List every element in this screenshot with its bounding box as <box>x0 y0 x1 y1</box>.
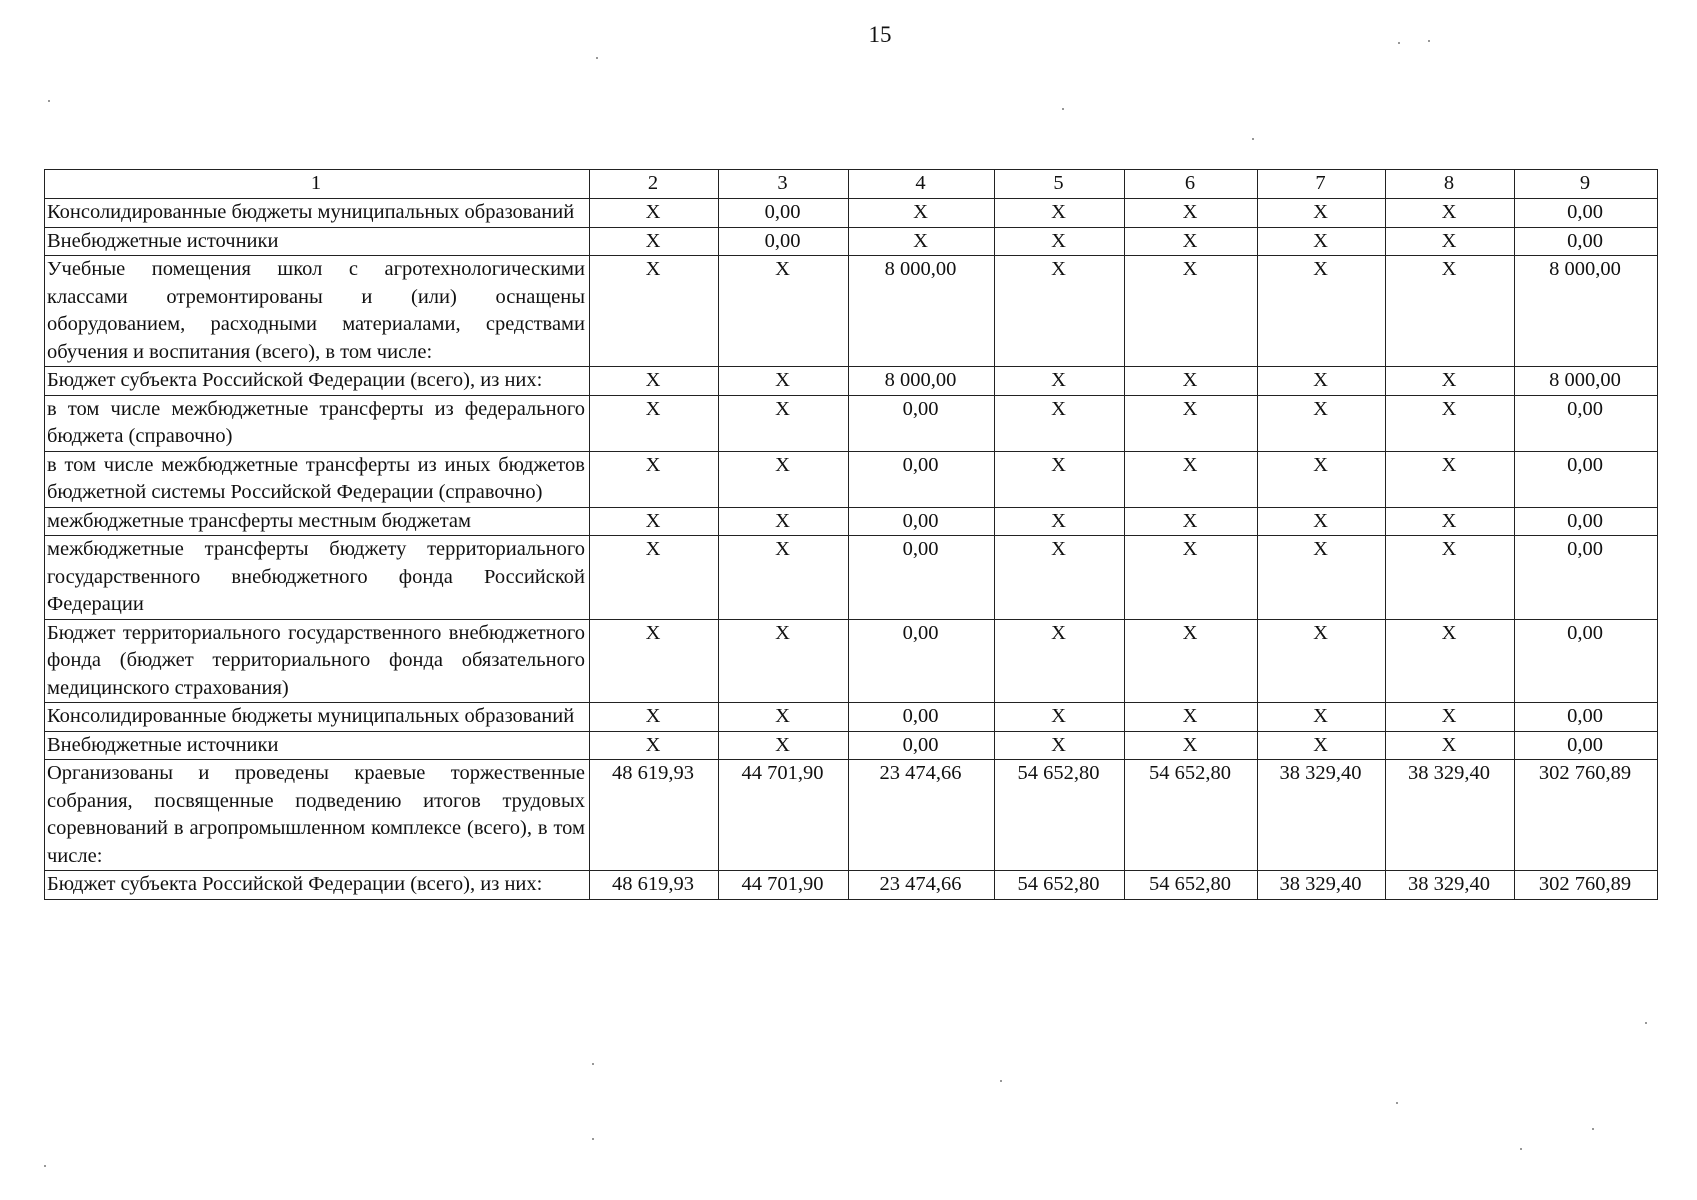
row-value: X <box>1258 199 1386 228</box>
row-value: X <box>1258 507 1386 536</box>
row-value: X <box>995 227 1125 256</box>
table-row <box>45 227 1658 256</box>
row-value: 0,00 <box>1515 703 1658 732</box>
row-value: X <box>1386 619 1515 703</box>
scan-speck <box>1428 40 1430 42</box>
table-row <box>45 507 1658 536</box>
row-label: Бюджет территориального государственного внебюджетного фонда (бюджет территориального фонда обязательного медицинского страхования) <box>45 619 590 703</box>
row-label: Внебюджетные источники <box>45 227 590 256</box>
row-label: в том числе межбюджетные трансферты из федерального бюджета (справочно) <box>45 395 590 451</box>
row-value: X <box>995 367 1125 396</box>
row-value: 302 760,89 <box>1515 871 1658 900</box>
table-row <box>45 256 1658 367</box>
row-value: X <box>1386 227 1515 256</box>
row-value: X <box>1125 703 1258 732</box>
row-value: 23 474,66 <box>849 871 995 900</box>
row-value: X <box>590 199 719 228</box>
row-value: 0,00 <box>849 703 995 732</box>
row-value: X <box>1125 199 1258 228</box>
row-value: X <box>719 507 849 536</box>
row-value: 54 652,80 <box>995 871 1125 900</box>
scan-speck <box>1520 1148 1522 1150</box>
row-value: X <box>719 703 849 732</box>
row-label: Организованы и проведены краевые торжественные собрания, посвященные подведению итогов трудовых соревнований в агропромышленном комплексе (всего), в том числе: <box>45 760 590 871</box>
row-value: X <box>995 703 1125 732</box>
row-value: X <box>1125 507 1258 536</box>
row-value: 0,00 <box>1515 227 1658 256</box>
column-number-header: 2 <box>590 170 719 199</box>
column-number-header: 8 <box>1386 170 1515 199</box>
row-value: X <box>849 199 995 228</box>
table-row <box>45 395 1658 451</box>
row-value: X <box>1125 731 1258 760</box>
scan-speck <box>1398 42 1400 44</box>
row-value: X <box>1386 199 1515 228</box>
row-value: 0,00 <box>849 395 995 451</box>
table-row <box>45 760 1658 871</box>
row-value: 0,00 <box>1515 199 1658 228</box>
row-value: X <box>1386 703 1515 732</box>
row-value: X <box>995 619 1125 703</box>
row-label: Учебные помещения школ с агротехнологическими классами отремонтированы и (или) оснащены оборудованием, расходными материалами, средствами обучения и воспитания (всего), в том числе: <box>45 256 590 367</box>
row-value: X <box>995 199 1125 228</box>
row-label: Бюджет субъекта Российской Федерации (всего), из них: <box>45 367 590 396</box>
row-value: X <box>1258 731 1386 760</box>
row-value: X <box>1125 536 1258 620</box>
row-value: 48 619,93 <box>590 871 719 900</box>
column-number-header: 5 <box>995 170 1125 199</box>
row-value: X <box>719 395 849 451</box>
row-value: X <box>1258 256 1386 367</box>
row-value: 0,00 <box>849 619 995 703</box>
scan-speck <box>592 1138 594 1140</box>
row-value: X <box>719 451 849 507</box>
row-value: X <box>1258 619 1386 703</box>
row-value: 54 652,80 <box>1125 871 1258 900</box>
column-number-header: 1 <box>45 170 590 199</box>
row-value: X <box>1258 395 1386 451</box>
row-value: 302 760,89 <box>1515 760 1658 871</box>
row-value: X <box>719 367 849 396</box>
row-value: 23 474,66 <box>849 760 995 871</box>
row-value: 8 000,00 <box>849 256 995 367</box>
row-value: X <box>1258 227 1386 256</box>
row-value: 0,00 <box>1515 395 1658 451</box>
row-value: X <box>590 256 719 367</box>
budget-table <box>44 169 1658 900</box>
scan-speck <box>1000 1080 1002 1082</box>
row-value: X <box>590 451 719 507</box>
table-row <box>45 619 1658 703</box>
row-value: X <box>590 619 719 703</box>
row-value: X <box>590 536 719 620</box>
row-value: 0,00 <box>849 507 995 536</box>
row-value: 0,00 <box>849 731 995 760</box>
row-value: X <box>1125 395 1258 451</box>
row-value: X <box>590 703 719 732</box>
row-value: X <box>719 256 849 367</box>
row-value: 0,00 <box>719 227 849 256</box>
row-value: X <box>1386 731 1515 760</box>
row-value: 38 329,40 <box>1258 760 1386 871</box>
table-header-row <box>45 170 1658 199</box>
column-number-header: 4 <box>849 170 995 199</box>
row-value: X <box>995 536 1125 620</box>
row-value: X <box>719 536 849 620</box>
row-value: X <box>995 507 1125 536</box>
row-value: 38 329,40 <box>1386 760 1515 871</box>
row-value: 48 619,93 <box>590 760 719 871</box>
scan-speck <box>1252 138 1254 140</box>
row-value: 0,00 <box>1515 731 1658 760</box>
scan-speck <box>1062 108 1064 110</box>
row-value: 38 329,40 <box>1258 871 1386 900</box>
row-value: 8 000,00 <box>849 367 995 396</box>
column-number-header: 3 <box>719 170 849 199</box>
row-value: 44 701,90 <box>719 760 849 871</box>
row-value: X <box>1258 536 1386 620</box>
row-value: X <box>1125 256 1258 367</box>
table-row <box>45 731 1658 760</box>
row-value: X <box>995 731 1125 760</box>
table-row <box>45 199 1658 228</box>
row-label: в том числе межбюджетные трансферты из иных бюджетов бюджетной системы Российской Федерации (справочно) <box>45 451 590 507</box>
row-value: X <box>1258 703 1386 732</box>
row-value: 0,00 <box>719 199 849 228</box>
row-value: X <box>1125 227 1258 256</box>
row-label: Консолидированные бюджеты муниципальных образований <box>45 199 590 228</box>
row-value: X <box>1125 451 1258 507</box>
row-value: 0,00 <box>1515 451 1658 507</box>
row-value: 0,00 <box>1515 536 1658 620</box>
row-value: X <box>995 256 1125 367</box>
row-value: X <box>1386 367 1515 396</box>
row-value: 8 000,00 <box>1515 367 1658 396</box>
scan-speck <box>592 1063 594 1065</box>
row-value: X <box>1386 256 1515 367</box>
row-label: межбюджетные трансферты бюджету территориального государственного внебюджетного фонда Российской Федерации <box>45 536 590 620</box>
row-label: Консолидированные бюджеты муниципальных образований <box>45 703 590 732</box>
row-label: Бюджет субъекта Российской Федерации (всего), из них: <box>45 871 590 900</box>
row-value: X <box>849 227 995 256</box>
column-number-header: 7 <box>1258 170 1386 199</box>
column-number-header: 6 <box>1125 170 1258 199</box>
row-label: межбюджетные трансферты местным бюджетам <box>45 507 590 536</box>
scan-speck <box>596 57 598 59</box>
row-value: 8 000,00 <box>1515 256 1658 367</box>
row-value: X <box>590 367 719 396</box>
table-row <box>45 871 1658 900</box>
row-value: X <box>1258 367 1386 396</box>
row-value: X <box>1258 451 1386 507</box>
row-label: Внебюджетные источники <box>45 731 590 760</box>
table-row <box>45 703 1658 732</box>
scan-speck <box>44 1165 46 1167</box>
row-value: X <box>590 507 719 536</box>
row-value: X <box>590 731 719 760</box>
row-value: 0,00 <box>849 536 995 620</box>
row-value: X <box>590 227 719 256</box>
row-value: 54 652,80 <box>995 760 1125 871</box>
row-value: X <box>719 731 849 760</box>
row-value: X <box>1386 395 1515 451</box>
page-number: 15 <box>868 22 892 47</box>
row-value: X <box>1386 507 1515 536</box>
row-value: X <box>1386 536 1515 620</box>
table-row <box>45 451 1658 507</box>
table-row <box>45 367 1658 396</box>
row-value: X <box>1125 367 1258 396</box>
row-value: X <box>995 395 1125 451</box>
row-value: 0,00 <box>849 451 995 507</box>
row-value: 0,00 <box>1515 507 1658 536</box>
row-value: 54 652,80 <box>1125 760 1258 871</box>
row-value: 44 701,90 <box>719 871 849 900</box>
row-value: 38 329,40 <box>1386 871 1515 900</box>
table-row <box>45 536 1658 620</box>
scan-speck <box>48 100 50 102</box>
scan-speck <box>1396 1102 1398 1104</box>
scan-speck <box>1592 1128 1594 1130</box>
column-number-header: 9 <box>1515 170 1658 199</box>
row-value: 0,00 <box>1515 619 1658 703</box>
scan-speck <box>1645 1022 1647 1024</box>
row-value: X <box>590 395 719 451</box>
row-value: X <box>1386 451 1515 507</box>
row-value: X <box>995 451 1125 507</box>
row-value: X <box>1125 619 1258 703</box>
row-value: X <box>719 619 849 703</box>
